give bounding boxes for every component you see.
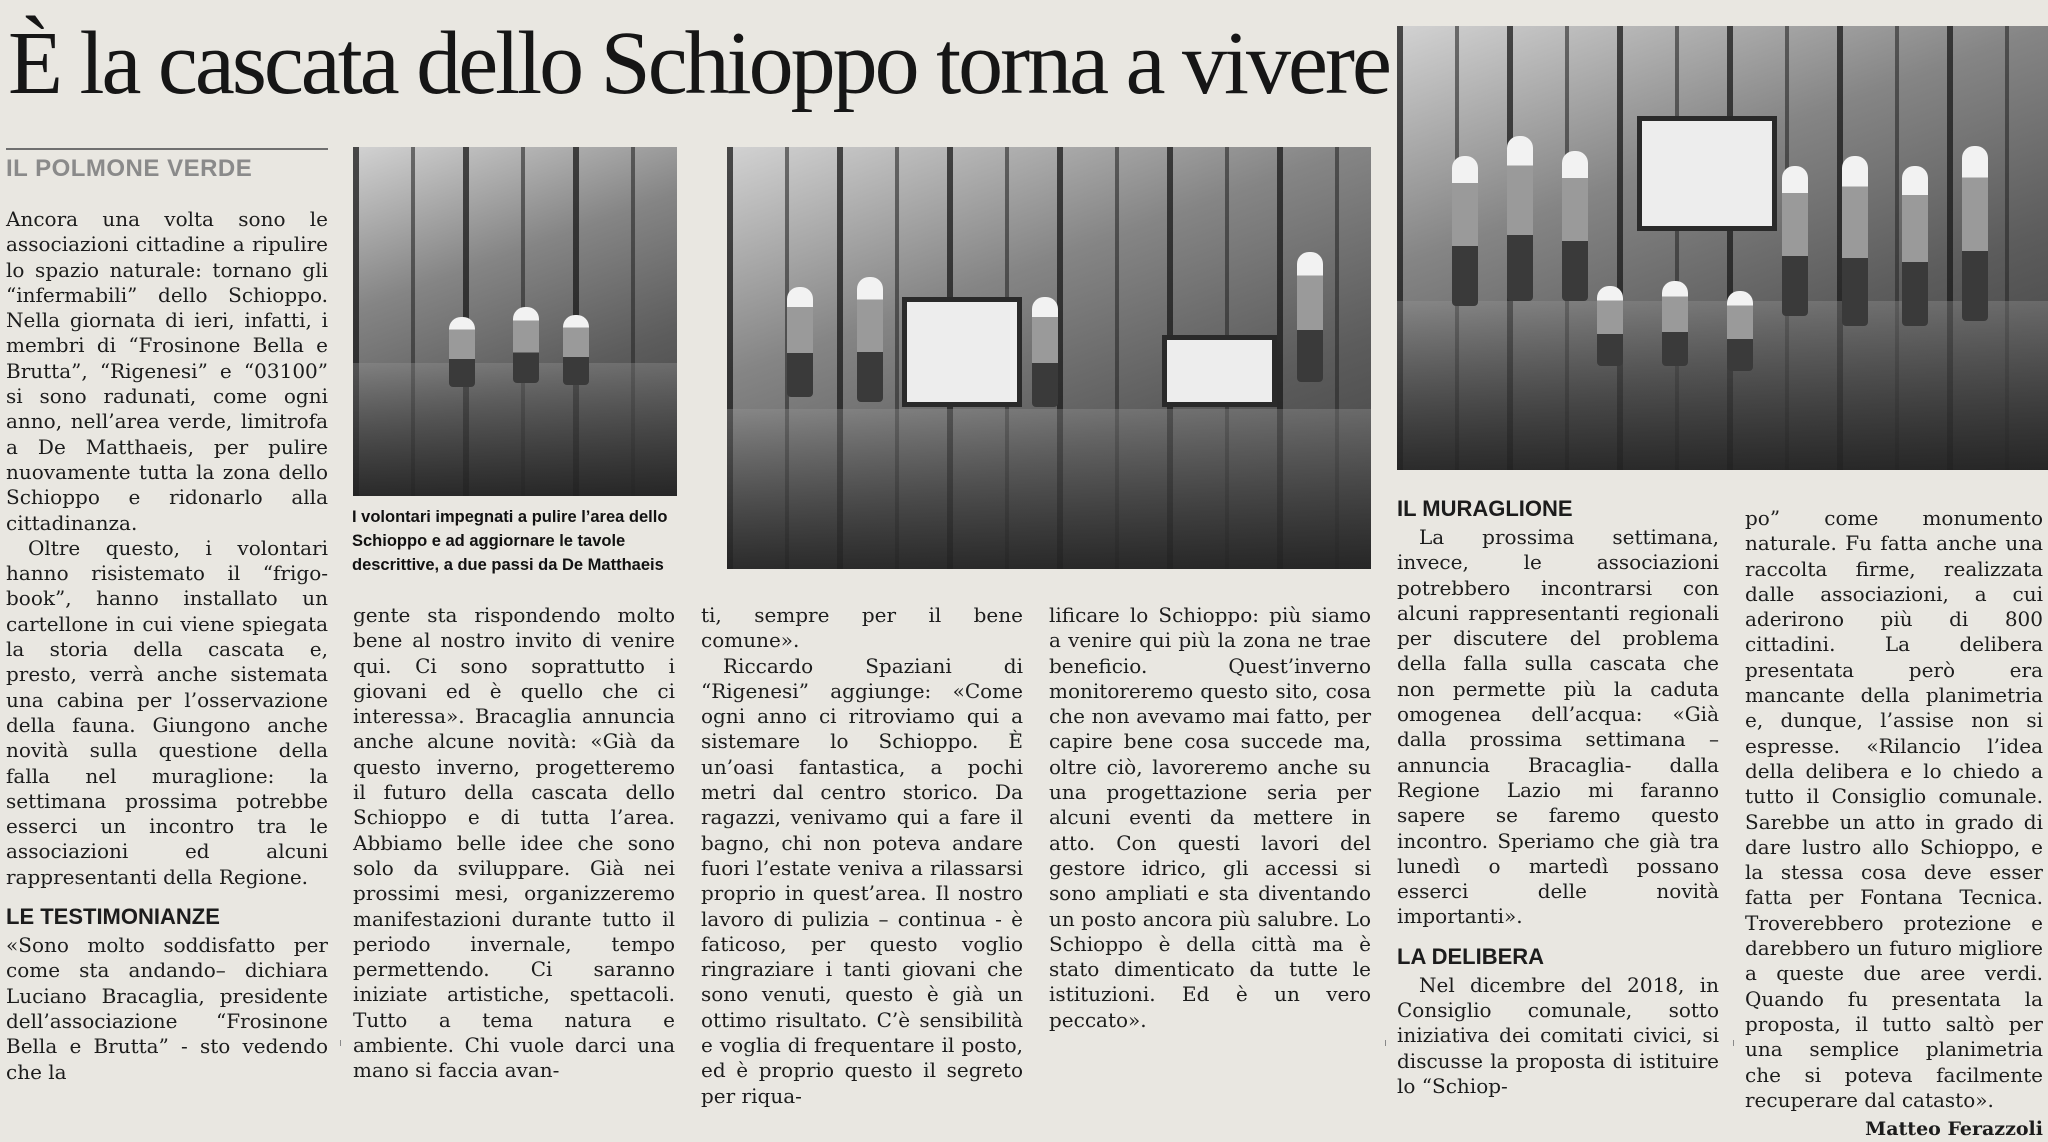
paragraph: po” come monumento naturale. Fu fatta anche una raccolta firme, realizzata dalle associazioni, a cui aderirono più di 800 cittadini. La delibera presentata però era mancante della planimetria e, dunque, l’assise non si espresse. «Rilancio l’idea della delibera e lo chiedo a tutto il Consiglio comunale. Sarebbe un atto in grado di dare lustro allo Schioppo, e la stessa cosa deve esser fatta per Fontana Tecnica. Troverebbero protezione e darebbero un futuro migliore a queste due aree verdi. Quando fu presentata la proposta, il tutto saltò per una semplice planimetria che si poteva facilmente recuperare dal catasto». <box>1745 506 2043 1112</box>
paragraph: Ancora una volta sono le associazioni cittadine a ripulire lo spazio naturale: tornano gli “infermabili” dello Schioppo. Nella giornata di ieri, infatti, i membri di “Frosinone Bella e Brutta”, “Rigenesi” e “03100” si sono radunati, come ogni anno, nell’area verde, limitrofa a De Matthaeis, per pulire nuovamente tutta la zona dello Schioppo e ridonarlo alla cittadinanza. <box>6 207 328 535</box>
paragraph: Nel dicembre del 2018, in Consiglio comunale, sotto iniziativa dei comitati civici, si discusse la proposta di istituire lo “Schiop- <box>1397 972 1719 1098</box>
subhead-testimonianze: LE TESTIMONIANZE <box>6 904 220 930</box>
photo-group-portrait <box>1397 26 2048 470</box>
paragraph: Riccardo Spaziani di “Rigenesi” aggiunge: «Come ogni anno ci ritroviamo qui a sistemare lo Schioppo. È un’oasi fantastica, a pochi metri dal centro storico. Da ragazzi, venivamo qui a fare il bagno, chi non poteva andare fuori l’estate veniva a rilassarsi proprio in quest’area. Il nostro lavoro di pulizia – continua - è faticoso, per questo voglio ringraziare i tanti giovani che sono venuti, questo è già un ottimo risultato. C’è sensibilità e voglia di frequentare il posto, ed è proprio questo il segreto per riqua- <box>701 653 1023 1108</box>
byline: Matteo Ferazzoli <box>1865 1118 2043 1141</box>
photo-volunteers-signboards <box>727 147 1371 569</box>
paragraph: Oltre questo, i volontari hanno risistemato il “frigo-book”, hanno installato un cartellone in cui viene spiegata la storia della cascata e, presto, verrà anche sistemata una cabina per l’osservazione della fauna. Giungono anche novità sulla questione della falla nel muraglione: la settimana prossima potrebbe esserci un incontro tra le associazioni ed alcuni rappresentanti della Regione. <box>6 535 328 889</box>
subhead-muraglione: IL MURAGLIONE <box>1397 496 1573 521</box>
section-kicker: IL POLMONE VERDE <box>6 148 328 183</box>
column-6 <box>1745 506 2043 1141</box>
column-4 <box>1049 603 1371 1037</box>
subhead-delibera: LA DELIBERA <box>1397 943 1545 969</box>
headline: È la cascata dello Schioppo torna a vivere <box>8 14 1389 113</box>
column-5 <box>1397 494 1719 1098</box>
paragraph: gente sta rispondendo molto bene al nostro invito di venire qui. Ci sono soprattutto i giovani ed è quello che ci interessa». Bracaglia annuncia anche alcune novità: «Già da questo inverno, progetteremo il futuro della cascata dello Schioppo e di tutta l’area. Abbiamo belle idee che sono solo da sviluppare. Già nei prossimi mesi, organizzeremo manifestazioni durante tutto il periodo invernale, tempo permettendo. Ci saranno iniziate artistiche, spettacoli. Tutto a tema natura e ambiente. Chi vuole darci una mano si faccia avan- <box>353 603 675 1083</box>
column-3 <box>701 603 1023 1108</box>
photo-volunteers-slope <box>353 147 677 496</box>
column-2 <box>353 603 675 1083</box>
paragraph: lificare lo Schioppo: più siamo a venire qui più la zona ne trae beneficio. Quest’inverno monitoreremo questo sito, cosa che non avevamo mai fatto, per capire bene cosa succede ma, oltre ciò, lavoreremo anche su una progettazione seria per alcuni eventi da mettere in atto. Con questi lavori del gestore idrico, gli accessi si sono ampliati e sta diventando un posto ancora più salubre. Lo Schioppo è della città ma è stato dimenticato da tutte le istituzioni. Ed è un vero peccato». <box>1049 603 1371 1032</box>
paragraph: ti, sempre per il bene comune». <box>701 603 1023 653</box>
paragraph: La prossima settimana, invece, le associazioni potrebbero incontrarsi con alcuni rappresentanti regionali per discutere del problema della falla sulla cascata che non permette più la caduta omogenea dell’acqua: «Già dalla prossima settimana – annuncia Bracaglia- dalla Regione Lazio mi faranno sapere se faremo questo incontro. Speriamo che già tra lunedì o martedì possano esserci delle novità importanti». <box>1397 525 1719 929</box>
column-1 <box>6 207 328 1084</box>
paragraph: «Sono molto soddisfatto per come sta andando– dichiara Luciano Bracaglia, presidente dell’associazione “Frosinone Bella e Brutta” - sto vedendo che la <box>6 933 328 1084</box>
photo-caption: I volontari impegnati a pulire l’area dello Schioppo e ad aggiornare le tavole descrittive, a due passi da De Matthaeis <box>352 508 668 574</box>
